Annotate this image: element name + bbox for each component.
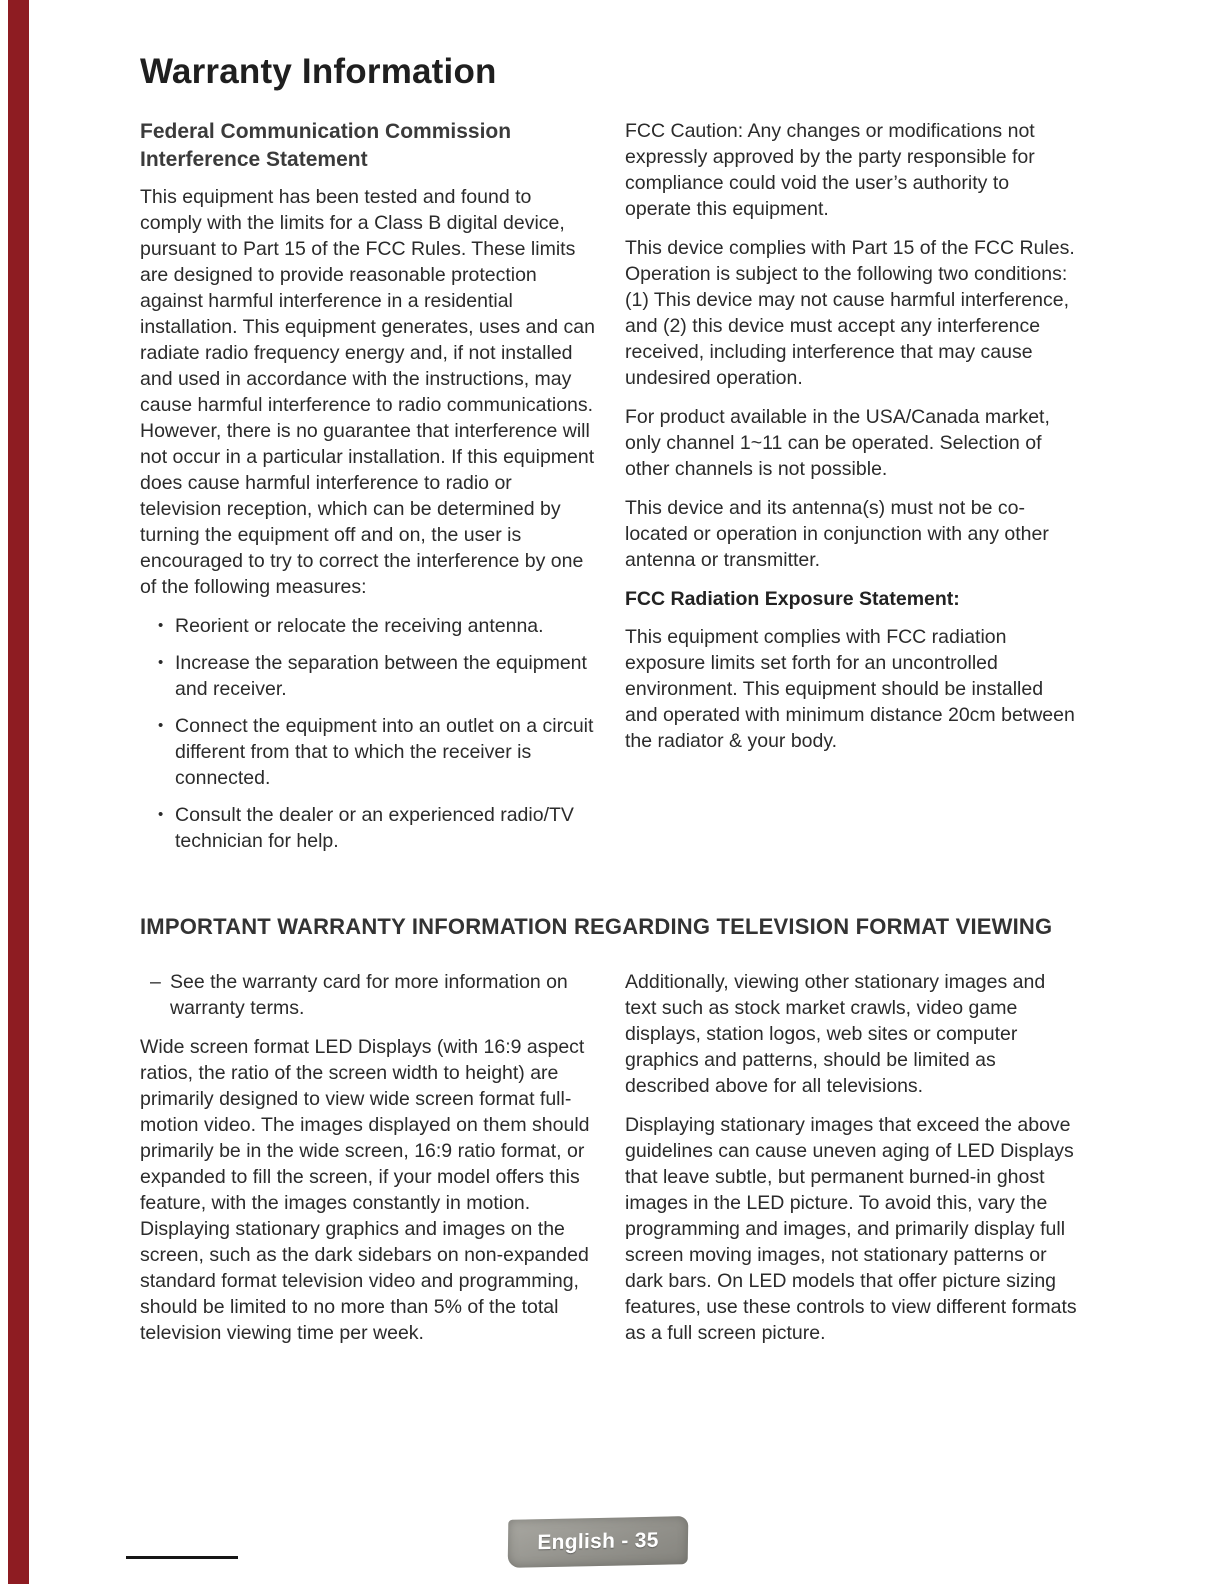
warranty-stationary-paragraph: Additionally, viewing other stationary images and text such as stock market crawls, video game displays, station logos, web sites or computer graphics and patterns, should be limited as described above for all televisions. [625,971,1046,1097]
page-title: Warranty Information [140,52,497,91]
fcc-radiation-paragraph: This equipment complies with FCC radiation exposure limits set forth for an uncontrolled environment. This equipment should be installed and operated with minimum distance 20cm between the radiator & your body. [625,626,1075,752]
warranty-heading: IMPORTANT WARRANTY INFORMATION REGARDING TELEVISION FORMAT VIEWING [140,914,1053,939]
list-item: • Reorient or relocate the receiving antenna. [158,613,595,639]
fcc-radiation-heading: FCC Radiation Exposure Statement: [625,588,960,610]
fcc-measures-list [140,613,595,854]
warranty-columns [140,969,1081,1359]
fcc-section [140,118,1081,865]
fcc-antenna-paragraph: This device and its antenna(s) must not be co-located or operation in conjunction with any other antenna or transmitter. [625,497,1049,571]
warranty-format-section [140,913,1081,1359]
warranty-card-note: – See the warranty card for more information on warranty terms. [140,969,595,1021]
fcc-part15-paragraph: This device complies with Part 15 of the FCC Rules. Operation is subject to the following two conditions: (1) This device may not cause harmful interference, and (2) this device must accept any interference received, including interference that may cause undesired operation. [625,237,1075,389]
list-item: • Connect the equipment into an outlet on a circuit different from that to which the receiver is connected. [158,713,595,791]
list-item: • Consult the dealer or an experienced radio/TV technician for help. [158,802,595,854]
left-accent-bar [8,0,29,1584]
page-number-label: English - 35 [537,1528,659,1555]
fcc-left-column [140,118,595,865]
page-content [140,0,1081,1359]
page-number-badge [508,1516,689,1568]
warranty-left-column [140,969,595,1359]
footer-rule [126,1556,238,1559]
warranty-aging-paragraph: Displaying stationary images that exceed the above guidelines can cause uneven aging of LED Displays that leave subtle, but permanent burned-in ghost images in the LED picture. To avoid this, vary the programming and images, and primarily display full screen moving images, not stationary patterns or dark bars. On LED models that offer picture sizing features, use these controls to view different formats as a full screen picture. [625,1114,1077,1344]
fcc-caution-paragraph: FCC Caution: Any changes or modifications not expressly approved by the party responsible for compliance could void the user’s authority to operate this equipment. [625,120,1035,220]
fcc-intro-paragraph: This equipment has been tested and found to comply with the limits for a Class B digital device, pursuant to Part 15 of the FCC Rules. These limits are designed to provide reasonable protection against harmful interference in a residential installation. This equipment generates, uses and can radiate radio frequency energy and, if not installed and used in accordance with the instructions, may cause harmful interference to radio communications. However, there is no guarantee that interference will not occur in a particular installation. If this equipment does cause harmful interference to radio or television reception, which can be determined by turning the equipment off and on, the user is encouraged to try to correct the interference by one of the following measures: [140,186,595,598]
warranty-widescreen-paragraph: Wide screen format LED Displays (with 16:9 aspect ratios, the ratio of the screen width to height) are primarily designed to view wide screen format full-motion video. The images displayed on them should primarily be in the wide screen, 16:9 ratio format, or expanded to fill the screen, if your model offers this feature, with the images constantly in motion. Displaying stationary graphics and images on the screen, such as the dark sidebars on non-expanded standard format television video and programming, should be limited to no more than 5% of the total television viewing time per week. [140,1036,590,1344]
list-item: • Increase the separation between the equipment and receiver. [158,650,595,702]
fcc-heading: Federal Communication Commission Interference Statement [140,120,512,171]
fcc-right-column [625,118,1080,865]
warranty-right-column [625,969,1080,1359]
fcc-channels-paragraph: For product available in the USA/Canada market, only channel 1~11 can be operated. Selection of other channels is not possible. [625,406,1050,480]
